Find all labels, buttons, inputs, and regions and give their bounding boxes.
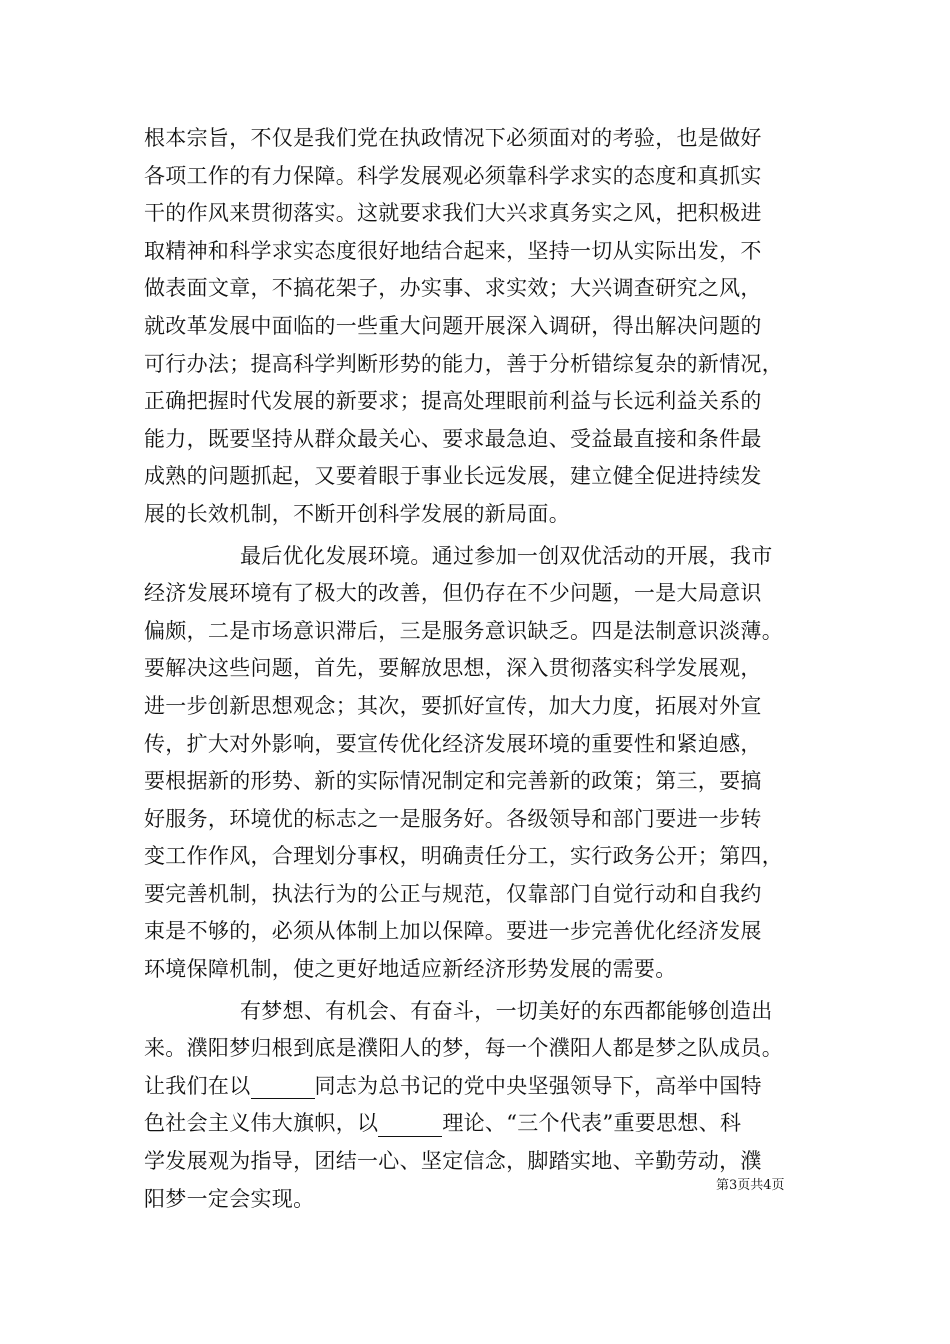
text-line: 进一步创新思想观念；其次，要抓好宣传，加大力度，拓展对外宣 (144, 693, 762, 718)
text-line-with-blank (144, 1105, 824, 1143)
text-segment: 同志为总书记的党中央坚强领导下，高举中国特 (314, 1073, 762, 1098)
text-line: 有梦想、有机会、有奋斗，一切美好的东西都能够创造出 (240, 998, 773, 1023)
paragraph-1 (144, 120, 824, 534)
text-line: 环境保障机制，使之更好地适应新经济形势发展的需要。 (144, 957, 677, 982)
text-line: 成熟的问题抓起，又要着眼于事业长远发展，建立健全促进持续发 (144, 464, 762, 489)
text-segment: 理论、“三个代表”重要思想、科 (442, 1111, 742, 1136)
text-line: 变工作作风，合理划分事权，明确责任分工，实行政务公开；第四， (144, 844, 783, 869)
text-line: 展的长效机制，不断开创科学发展的新局面。 (144, 501, 570, 526)
fill-in-blank (251, 1072, 315, 1099)
text-line: 能力，既要坚持从群众最关心、要求最急迫、受益最直接和条件最 (144, 426, 762, 451)
text-line: 最后优化发展环境。通过参加一创双优活动的开展，我市 (240, 543, 773, 568)
text-line: 偏颇，二是市场意识滞后，三是服务意识缺乏。四是法制意识淡薄。 (144, 618, 783, 643)
text-line: 要完善机制，执法行为的公正与规范，仅靠部门自觉行动和自我约 (144, 881, 762, 906)
text-line: 可行办法；提高科学判断形势的能力，善于分析错综复杂的新情况， (144, 351, 783, 376)
document-body (144, 120, 824, 1218)
text-line: 取精神和科学求实态度很好地结合起来，坚持一切从实际出发，不 (144, 238, 762, 263)
text-line: 要解决这些问题，首先，要解放思想，深入贯彻落实科学发展观， (144, 656, 762, 681)
text-line: 好服务，环境优的标志之一是服务好。各级领导和部门要进一步转 (144, 806, 762, 831)
text-line: 就改革发展中面临的一些重大问题开展深入调研，得出解决问题的 (144, 313, 762, 338)
text-line: 干的作风来贯彻落实。这就要求我们大兴求真务实之风，把积极进 (144, 201, 762, 226)
text-line: 来。濮阳梦归根到底是濮阳人的梦，每一个濮阳人都是梦之队成员。 (144, 1036, 783, 1061)
text-line: 做表面文章，不搞花架子，办实事、求实效；大兴调查研究之风， (144, 276, 762, 301)
text-segment: 色社会主义伟大旗帜，以 (144, 1111, 379, 1136)
text-line: 各项工作的有力保障。科学发展观必须靠科学求实的态度和真抓实 (144, 163, 762, 188)
paragraph-2 (144, 538, 824, 989)
text-line: 要根据新的形势、新的实际情况制定和完善新的政策；第三，要搞 (144, 769, 762, 794)
text-line: 经济发展环境有了极大的改善，但仍存在不少问题，一是大局意识 (144, 581, 762, 606)
text-line: 阳梦一定会实现。 (144, 1186, 315, 1211)
text-segment: 让我们在以 (144, 1073, 251, 1098)
text-line: 正确把握时代发展的新要求；提高处理眼前利益与长远利益关系的 (144, 389, 762, 414)
text-line: 根本宗旨，不仅是我们党在执政情况下必须面对的考验，也是做好 (144, 126, 762, 150)
text-line: 学发展观为指导，团结一心、坚定信念，脚踏实地、辛勤劳动，濮 (144, 1149, 762, 1174)
text-line: 传，扩大对外影响，要宣传优化经济发展环境的重要性和紧迫感， (144, 731, 762, 756)
text-line: 束是不够的，必须从体制上加以保障。要进一步完善优化经济发展 (144, 919, 762, 944)
page-number-footer: 第3页共4页 (716, 1178, 785, 1193)
text-line-with-blank (144, 1068, 824, 1106)
fill-in-blank (378, 1110, 442, 1137)
